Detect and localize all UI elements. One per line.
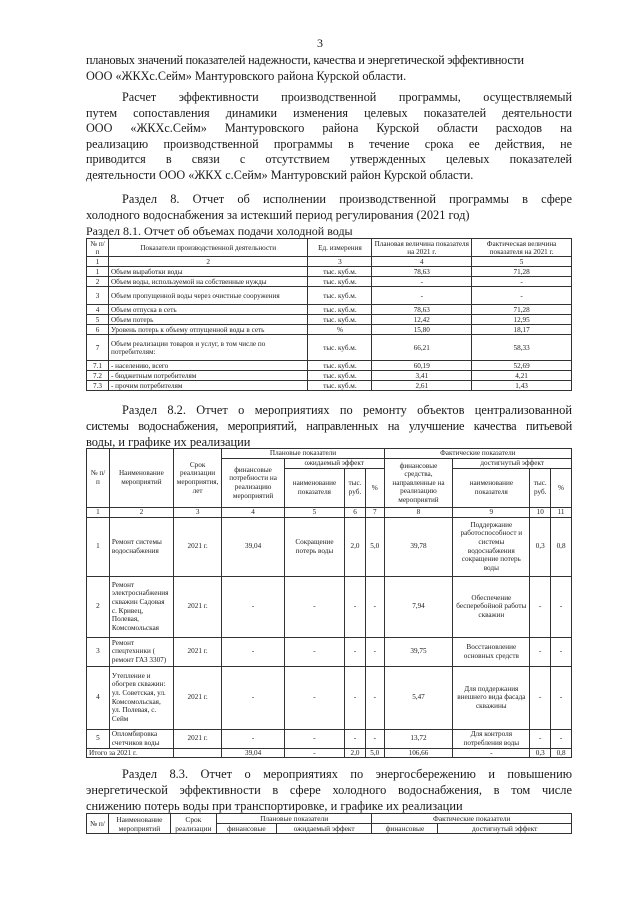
efficiency-paragraph xyxy=(86,90,572,183)
header-cell: достигнутый эффект xyxy=(438,824,572,834)
header-cell: финансовые xyxy=(372,824,438,834)
header-cell: № п/ xyxy=(87,814,109,834)
fact-pct: - xyxy=(551,666,572,729)
total-plan-finance: 39,04 xyxy=(222,748,284,758)
fact-value: 12,95 xyxy=(472,315,572,325)
table-row xyxy=(87,335,572,361)
plan-value: - xyxy=(372,277,472,287)
total-fact-pct: 0,8 xyxy=(551,748,572,758)
header-cell: Плановые показатели xyxy=(216,814,372,824)
plan-value: 3,41 xyxy=(372,371,472,381)
plan-finance: - xyxy=(222,666,284,729)
energy-saving-table xyxy=(86,813,572,834)
fact-rub: - xyxy=(530,576,551,637)
total-term xyxy=(173,748,222,758)
water-volume-table xyxy=(86,238,572,391)
indicator-name: - бюджетным потребителям xyxy=(108,371,308,381)
plan-value: 78,63 xyxy=(372,305,472,315)
term: 2021 г. xyxy=(173,666,222,729)
header-cell: финансовые средства, направленные на реализацию мероприятий xyxy=(384,459,453,508)
row-number: 3 xyxy=(87,287,109,305)
unit: % xyxy=(308,325,372,335)
column-number-row xyxy=(87,257,572,267)
fact-value: 4,21 xyxy=(472,371,572,381)
col-number: 1 xyxy=(87,257,109,267)
fact-pct: - xyxy=(551,576,572,637)
fact-finance: 13,72 xyxy=(384,729,453,748)
heading-line: Раздел 8.3. Отчет о мероприятиях по энергосбережению и повышению xyxy=(122,767,572,781)
table-row xyxy=(87,517,572,576)
table-header-row xyxy=(87,449,572,459)
plan-value: 78,63 xyxy=(372,267,472,277)
paragraph-line: реализацию производственной программы в течение срока ее действия, не xyxy=(86,136,572,151)
section-8-3-heading xyxy=(86,766,572,814)
col-number: 2 xyxy=(109,508,173,518)
row-number: 3 xyxy=(87,637,110,666)
plan-pct: 5,0 xyxy=(365,517,384,576)
indicator-name: Объем выработки воды xyxy=(108,267,308,277)
heading-line: системы водоснабжения, мероприятий, направленных на улучшение качества питьевой xyxy=(86,419,572,433)
col-number: 4 xyxy=(222,508,284,518)
paragraph-line: ООО «ЖКХс.Сейм» Мантуровского района Курской области расходов на xyxy=(86,121,572,135)
indicator-name: Уровень потерь к объему отпущенной воды в сеть xyxy=(108,325,308,335)
header-cell: Наименование мероприятий xyxy=(108,814,170,834)
row-number: 1 xyxy=(87,267,109,277)
header-cell: тыс. руб. xyxy=(530,469,551,508)
unit: тыс. куб.м. xyxy=(308,315,372,325)
table-header-row xyxy=(87,239,572,257)
intro-paragraph xyxy=(86,52,572,84)
total-row xyxy=(87,748,572,758)
header-cell: тыс. руб. xyxy=(345,469,366,508)
row-number: 4 xyxy=(87,305,109,315)
plan-pct: - xyxy=(365,666,384,729)
fact-pct: - xyxy=(551,637,572,666)
measure-name: Утепление и обогрев скважин: ул. Советская, ул. Комсомольская, ул. Полевая, с. Сейм xyxy=(109,666,173,729)
row-number: 2 xyxy=(87,277,109,287)
header-cell: № п/п xyxy=(87,239,109,257)
table-header-row xyxy=(87,814,572,824)
plan-finance: - xyxy=(222,729,284,748)
table-row xyxy=(87,371,572,381)
plan-effect: - xyxy=(284,637,344,666)
heading-line: Раздел 8. Отчет об исполнении производственной программы в сфере xyxy=(122,192,572,206)
fact-value: 18,17 xyxy=(472,325,572,335)
fact-value: 71,28 xyxy=(472,267,572,277)
plan-rub: 2,0 xyxy=(345,517,366,576)
plan-effect: - xyxy=(284,666,344,729)
plan-value: 2,61 xyxy=(372,381,472,391)
term: 2021 г. xyxy=(173,517,222,576)
total-plan-pct: 5,0 xyxy=(365,748,384,758)
table-row xyxy=(87,325,572,335)
indicator-name: Объем воды, используемой на собственные нужды xyxy=(108,277,308,287)
unit: тыс. куб.м. xyxy=(308,305,372,315)
total-fact-finance: 106,66 xyxy=(384,748,453,758)
table-row xyxy=(87,381,572,391)
page-number: 3 xyxy=(317,36,323,50)
row-number: 7.2 xyxy=(87,371,109,381)
col-number: 3 xyxy=(173,508,222,518)
header-cell: Фактические показатели xyxy=(372,814,572,824)
col-number: 3 xyxy=(308,257,372,267)
col-number: 1 xyxy=(87,508,110,518)
row-number: 4 xyxy=(87,666,110,729)
fact-pct: 0,8 xyxy=(551,517,572,576)
table-row xyxy=(87,576,572,637)
header-cell: Показатели производственной деятельности xyxy=(108,239,308,257)
header-cell: Плановая величина показателя на 2021 г. xyxy=(372,239,472,257)
fact-finance: 7,94 xyxy=(384,576,453,637)
plan-pct: - xyxy=(365,576,384,637)
measure-name: Ремонт системы водоснабжения xyxy=(109,517,173,576)
header-cell: Наименование мероприятий xyxy=(109,449,173,508)
fact-finance: 39,78 xyxy=(384,517,453,576)
fact-value: 1,43 xyxy=(472,381,572,391)
plan-effect: - xyxy=(284,576,344,637)
section-8-heading xyxy=(86,191,572,223)
section-8-1-title: Раздел 8.1. Отчет об объемах подачи холодной воды xyxy=(86,224,353,238)
total-plan-rub: 2,0 xyxy=(345,748,366,758)
plan-value: 66,21 xyxy=(372,335,472,361)
plan-effect: Сокращение потерь воды xyxy=(284,517,344,576)
col-number: 6 xyxy=(345,508,366,518)
header-cell: % xyxy=(551,469,572,508)
col-number: 5 xyxy=(284,508,344,518)
plan-pct: - xyxy=(365,637,384,666)
unit: тыс. куб.м. xyxy=(308,371,372,381)
fact-value: 58,33 xyxy=(472,335,572,361)
table-row xyxy=(87,666,572,729)
col-number: 4 xyxy=(372,257,472,267)
header-cell: Ед. измерения xyxy=(308,239,372,257)
table-row xyxy=(87,315,572,325)
unit: тыс. куб.м. xyxy=(308,335,372,361)
paragraph-line: приводится в связи с отсутствием утвержденных целевых показателей xyxy=(86,152,572,166)
total-plan-effect: - xyxy=(284,748,344,758)
fact-effect: Для поддержания внешнего вида фасада скважины xyxy=(453,666,530,729)
header-cell: ожидаемый эффект xyxy=(276,824,372,834)
header-cell: наименование показателя xyxy=(284,469,344,508)
total-label: Итого за 2021 г. xyxy=(87,748,174,758)
section-8-2-heading xyxy=(86,402,572,450)
header-cell: Плановые показатели xyxy=(222,449,384,459)
row-number: 2 xyxy=(87,576,110,637)
heading-line: снижению потерь воды при транспортировке, и графике их реализации xyxy=(86,799,463,813)
plan-rub: - xyxy=(345,637,366,666)
row-number: 7 xyxy=(87,335,109,361)
measure-name: Ремонт электроснабжения скважин Садовая с. Кривец, Полевая, Комсомольская xyxy=(109,576,173,637)
indicator-name: - населению, всего xyxy=(108,361,308,371)
row-number: 5 xyxy=(87,729,110,748)
col-number: 8 xyxy=(384,508,453,518)
table-row xyxy=(87,277,572,287)
plan-value: 12,42 xyxy=(372,315,472,325)
fact-value: 52,69 xyxy=(472,361,572,371)
indicator-name: Объем отпуска в сеть xyxy=(108,305,308,315)
row-number: 5 xyxy=(87,315,109,325)
fact-value: - xyxy=(472,277,572,287)
indicator-name: Объем потерь xyxy=(108,315,308,325)
plan-pct: - xyxy=(365,729,384,748)
plan-rub: - xyxy=(345,576,366,637)
total-fact-rub: 0,3 xyxy=(530,748,551,758)
plan-value: 60,19 xyxy=(372,361,472,371)
unit: тыс. куб.м. xyxy=(308,287,372,305)
paragraph-line: Расчет эффективности производственной программы, осуществляемый xyxy=(122,90,572,104)
fact-rub: - xyxy=(530,729,551,748)
table-row xyxy=(87,637,572,666)
fact-effect: Для контроля потребления воды xyxy=(453,729,530,748)
intro-line: ООО «ЖКХс.Сейм» Мантуровского района Курской области. xyxy=(86,69,407,83)
row-number: 1 xyxy=(87,517,110,576)
row-number: 7.3 xyxy=(87,381,109,391)
fact-value: - xyxy=(472,287,572,305)
plan-finance: - xyxy=(222,576,284,637)
plan-value: - xyxy=(372,287,472,305)
header-cell: достигнутый эффект xyxy=(453,459,572,469)
plan-finance: 39,04 xyxy=(222,517,284,576)
table-row xyxy=(87,305,572,315)
fact-finance: 5,47 xyxy=(384,666,453,729)
fact-effect: Восстановление основных средств xyxy=(453,637,530,666)
fact-pct: - xyxy=(551,729,572,748)
heading-line: холодного водоснабжения за истекший период регулирования (2021 год) xyxy=(86,208,470,222)
intro-line: плановых значений показателей надежности, качества и энергетической эффективности xyxy=(86,53,524,67)
col-number: 2 xyxy=(108,257,308,267)
column-number-row xyxy=(87,508,572,518)
col-number: 10 xyxy=(530,508,551,518)
heading-line: Раздел 8.2. Отчет о мероприятиях по ремонту объектов централизованной xyxy=(122,403,572,417)
col-number: 11 xyxy=(551,508,572,518)
fact-rub: - xyxy=(530,666,551,729)
table-row xyxy=(87,267,572,277)
header-cell: финансовые xyxy=(216,824,276,834)
fact-effect: Обеспечение бесперебойной работы скважин xyxy=(453,576,530,637)
unit: тыс. куб.м. xyxy=(308,267,372,277)
header-cell: % xyxy=(365,469,384,508)
term: 2021 г. xyxy=(173,576,222,637)
heading-line: воды, и графике их реализации xyxy=(86,435,251,449)
col-number: 5 xyxy=(472,257,572,267)
term: 2021 г. xyxy=(173,729,222,748)
unit: тыс. куб.м. xyxy=(308,277,372,287)
plan-rub: - xyxy=(345,666,366,729)
col-number: 9 xyxy=(453,508,530,518)
total-fact-effect: - xyxy=(453,748,530,758)
indicator-name: - прочим потребителям xyxy=(108,381,308,391)
unit: тыс. куб.м. xyxy=(308,381,372,391)
unit: тыс. куб.м. xyxy=(308,361,372,371)
header-cell: ожидаемый эффект xyxy=(284,459,384,469)
plan-value: 15,80 xyxy=(372,325,472,335)
table-row xyxy=(87,729,572,748)
fact-rub: - xyxy=(530,637,551,666)
col-number: 7 xyxy=(365,508,384,518)
plan-rub: - xyxy=(345,729,366,748)
row-number: 6 xyxy=(87,325,109,335)
heading-line: энергетической эффективности в сфере холодного водоснабжения, в том числе xyxy=(86,783,572,797)
term: 2021 г. xyxy=(173,637,222,666)
header-cell: № п/ п xyxy=(87,449,110,508)
paragraph-line: деятельности ООО «ЖКХ с.Сейм» Мантуровский район Курской области. xyxy=(86,167,474,182)
table-row xyxy=(87,287,572,305)
header-cell: Срок реализации мероприятия, лет xyxy=(173,449,222,508)
header-cell: финансовые потребности на реализацию мероприятий xyxy=(222,459,284,508)
plan-finance: - xyxy=(222,637,284,666)
header-cell: Фактические показатели xyxy=(384,449,571,459)
indicator-name: Объем пропущенной воды через очистные сооружения xyxy=(108,287,308,305)
header-cell: наименование показателя xyxy=(453,469,530,508)
measure-name: Ремонт спецтехники ( ремонт ГАЗ 3307) xyxy=(109,637,173,666)
repair-measures-table xyxy=(86,448,572,758)
row-number: 7.1 xyxy=(87,361,109,371)
indicator-name: Объем реализации товаров и услуг, в том числе по потребителям: xyxy=(108,335,308,361)
paragraph-line: путем сопоставления динамики изменения целевых показателей деятельности xyxy=(86,105,572,120)
plan-effect: - xyxy=(284,729,344,748)
header-cell: Срок реализации xyxy=(170,814,216,834)
table-row xyxy=(87,361,572,371)
fact-effect: Поддержание работоспособност и системы водоснабжения сокращение потерь воды xyxy=(453,517,530,576)
measure-name: Опломбировка счетчиков воды xyxy=(109,729,173,748)
fact-value: 71,28 xyxy=(472,305,572,315)
header-cell: Фактическая величина показателя на 2021 г. xyxy=(472,239,572,257)
fact-finance: 39,75 xyxy=(384,637,453,666)
fact-rub: 0,3 xyxy=(530,517,551,576)
